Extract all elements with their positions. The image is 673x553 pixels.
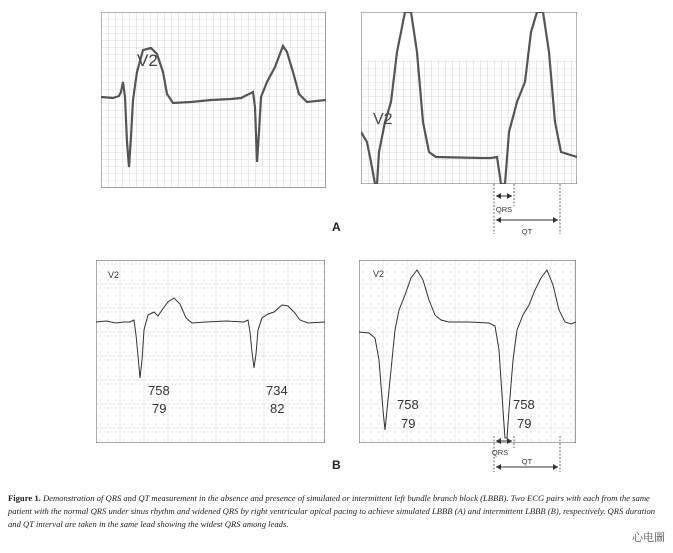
panel-a-right-ecg [361,12,577,184]
panel-b-measurements [480,436,575,476]
lead-label: V2 [373,269,385,279]
beat1-qrs: 79 [152,401,167,416]
beat1-qrs: 79 [401,416,416,431]
lead-label: V2 [108,270,120,280]
qt-label: QT [521,457,533,466]
beat1-qt: 758 [148,383,170,398]
panel-b-right-ecg [359,260,576,443]
qrs-label: QRS [491,448,509,457]
lead-label: V2 [137,51,158,70]
beat1-qt: 758 [397,397,419,412]
panel-a-left-ecg [101,12,326,188]
beat2-qrs: 82 [270,401,285,416]
beat2-qrs: 79 [517,416,532,431]
beat2-qt: 734 [266,383,288,398]
qt-label: QT [521,227,533,236]
panel-a-measurements [480,184,575,239]
watermark: 心电圖 [632,531,665,544]
lead-label: V2 [373,111,393,128]
panel-label-a: A [332,220,341,234]
beat2-qt: 758 [513,397,535,412]
figure-caption [8,492,665,532]
caption-text: Demonstration of QRS and QT measurement in the absence and presence of simulated or intermittent left bundle branch block (LBBB). Two ECG pairs with each from the same patient with the normal QRS under sinus rhythm and widened QRS by right ventricular apical pacing to achieve simulated LBBB (A) and intermittent LBBB (B), respectively. QRS duration and QT interval are taken in the same lead showing the widest QRS among leads. [8,493,656,530]
panel-label-b: B [332,458,341,472]
qrs-label: QRS [495,205,513,214]
figure-number: Figure 1. [8,493,41,503]
panel-b-left-ecg [96,260,325,443]
